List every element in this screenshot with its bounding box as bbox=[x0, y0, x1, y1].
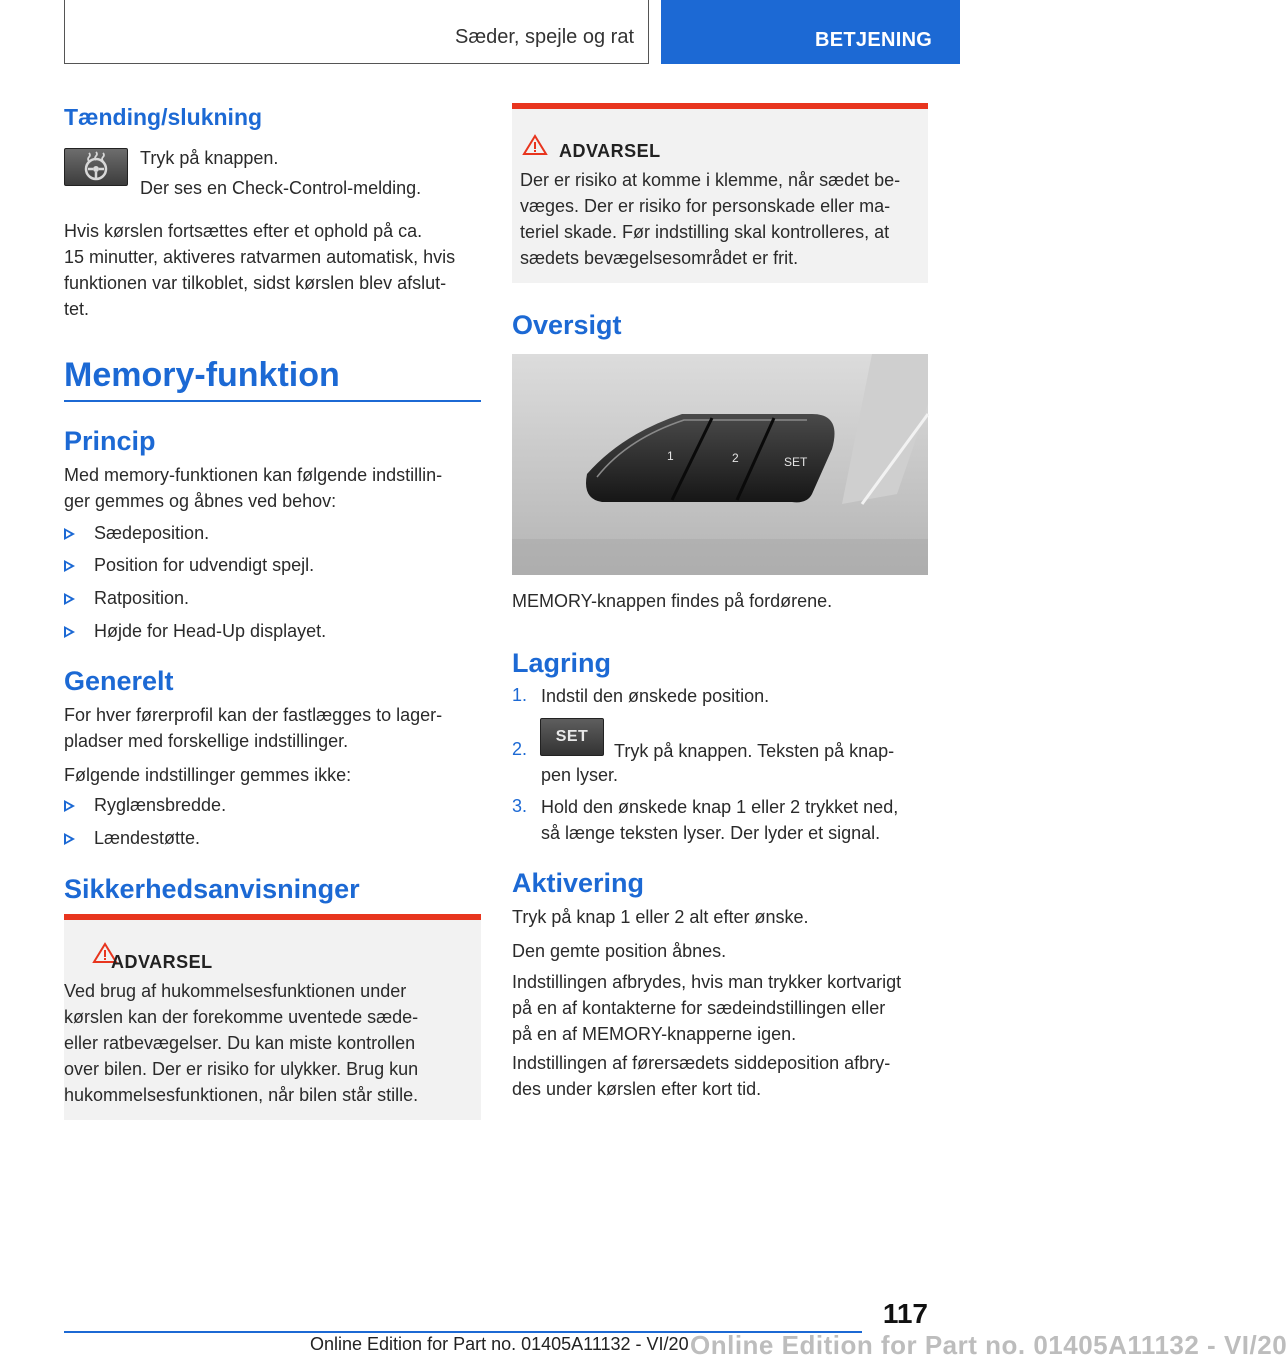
step-text: Indstil den ønskede position. bbox=[541, 686, 770, 706]
aktivering-paragraph-3 bbox=[512, 969, 901, 1047]
header-chapter-title: BETJENING bbox=[815, 29, 933, 51]
warning-title: ADVARSEL bbox=[111, 952, 213, 972]
text-line: Der er risiko at komme i klemme, når sædet be- bbox=[520, 170, 901, 190]
text-line: Hvis kørslen fortsættes efter et ophold på ca. bbox=[64, 221, 423, 241]
aktivering-paragraph-1: Tryk på knap 1 eller 2 alt efter ønske. bbox=[512, 907, 809, 927]
text-line: des under kørslen efter kort tid. bbox=[512, 1079, 762, 1099]
photo-caption: MEMORY-knappen findes på fordørene. bbox=[512, 591, 833, 611]
text-line: pladser med forskellige indstillinger. bbox=[64, 731, 349, 751]
text-line: kørslen kan der forekomme uventede sæde- bbox=[64, 1007, 419, 1027]
warning-box-pinch bbox=[512, 103, 928, 283]
list-item-label: Sædeposition. bbox=[94, 523, 210, 543]
memory-buttons-photo bbox=[512, 354, 928, 575]
text-line: over bilen. Der er risiko for ulykker. Brug kun bbox=[64, 1059, 419, 1079]
text-line: Ved brug af hukommelsesfunktionen under bbox=[64, 981, 407, 1001]
bullet-triangle-icon bbox=[64, 800, 75, 812]
step-text bbox=[541, 794, 898, 846]
text-line: på en af MEMORY-knapperne igen. bbox=[512, 1024, 797, 1044]
text-line: tet. bbox=[64, 299, 90, 319]
oversigt-heading: Oversigt bbox=[512, 310, 622, 340]
header-section-title: Sæder, spejle og rat bbox=[455, 26, 634, 48]
aktivering-paragraph-2: Den gemte position åbnes. bbox=[512, 941, 727, 961]
set-button-icon: SET bbox=[540, 718, 604, 756]
ignition-step-1: Tryk på knappen. bbox=[140, 148, 279, 168]
aktivering-paragraph-4 bbox=[512, 1050, 890, 1102]
text-line: Med memory-funktionen kan følgende indstillin- bbox=[64, 465, 443, 485]
text-line: Indstillingen afbrydes, hvis man trykker kortvarigt bbox=[512, 972, 902, 992]
page-number: 117 bbox=[882, 1298, 928, 1329]
generelt-body bbox=[64, 702, 442, 754]
princip-heading: Princip bbox=[64, 426, 156, 456]
heading-underline bbox=[64, 400, 481, 402]
header-section-box bbox=[64, 0, 649, 64]
princip-body bbox=[64, 462, 442, 514]
memory-function-heading: Memory-funktion bbox=[64, 356, 340, 394]
bullet-triangle-icon bbox=[64, 626, 75, 638]
text-line: For hver førerprofil kan der fastlægges to lager- bbox=[64, 705, 443, 725]
list-item-label: Lændestøtte. bbox=[94, 828, 201, 848]
photo-button-1: 1 bbox=[667, 449, 674, 463]
bullet-triangle-icon bbox=[64, 833, 75, 845]
photo-button-set: SET bbox=[784, 455, 808, 469]
warning-title: ADVARSEL bbox=[559, 141, 661, 161]
header-chapter-tab bbox=[661, 0, 960, 64]
text-line: sædets bevægelsesområdet er frit. bbox=[520, 248, 799, 268]
safety-heading: Sikkerhedsanvisninger bbox=[64, 874, 360, 904]
text-line: 15 minutter, aktiveres ratvarmen automatisk, hvis bbox=[64, 247, 456, 267]
step-number: 1. bbox=[512, 685, 528, 705]
text-line: teriel skade. Før indstilling skal kontrolleres, at bbox=[520, 222, 890, 242]
steering-wheel-heating-icon bbox=[64, 148, 128, 186]
warning-box-memory bbox=[64, 914, 481, 1120]
ignition-step-2: Der ses en Check-Control-melding. bbox=[140, 178, 422, 198]
footer-watermark: Online Edition for Part no. 01405A11132 - VI/20 bbox=[690, 1330, 1287, 1360]
generelt-heading: Generelt bbox=[64, 666, 174, 696]
step-text: pen lyser. bbox=[541, 765, 619, 785]
ignition-body-paragraph bbox=[64, 218, 455, 322]
list-item-label: Ratposition. bbox=[94, 588, 190, 608]
text-line: Hold den ønskede knap 1 eller 2 trykket ned, bbox=[541, 797, 899, 817]
text-line: funktionen var tilkoblet, sidst kørslen blev afslut- bbox=[64, 273, 447, 293]
generelt-body-2: Følgende indstillinger gemmes ikke: bbox=[64, 765, 352, 785]
text-line: Indstillingen af førersædets siddeposition afbry- bbox=[512, 1053, 891, 1073]
text-line: på en af kontakterne for sædeindstillingen eller bbox=[512, 998, 886, 1018]
list-item-label: Højde for Head-Up displayet. bbox=[94, 621, 327, 641]
warning-triangle-icon bbox=[522, 134, 548, 156]
list-item-label: Position for udvendigt spejl. bbox=[94, 555, 315, 575]
text-line: så længe teksten lyser. Der lyder et signal. bbox=[541, 823, 881, 843]
step-number: 2. bbox=[512, 739, 528, 759]
text-line: væges. Der er risiko for personskade eller ma- bbox=[520, 196, 891, 216]
bullet-triangle-icon bbox=[64, 528, 75, 540]
photo-button-2: 2 bbox=[732, 451, 739, 465]
bullet-triangle-icon bbox=[64, 593, 75, 605]
aktivering-heading: Aktivering bbox=[512, 868, 645, 898]
footer-edition: Online Edition for Part no. 01405A11132 - VI/20 bbox=[310, 1334, 689, 1354]
text-line: ger gemmes og åbnes ved behov: bbox=[64, 491, 337, 511]
list-item-label: Ryglænsbredde. bbox=[94, 795, 227, 815]
warning-body bbox=[64, 978, 418, 1108]
lagring-heading: Lagring bbox=[512, 648, 611, 678]
text-line: eller ratbevægelser. Du kan miste kontrollen bbox=[64, 1033, 416, 1053]
step-text: Tryk på knappen. Teksten på knap- bbox=[614, 741, 895, 761]
text-line: hukommelsesfunktionen, når bilen står stille. bbox=[64, 1085, 419, 1105]
warning-body bbox=[520, 167, 900, 271]
step-number: 3. bbox=[512, 796, 528, 816]
ignition-heading: Tænding/slukning bbox=[64, 104, 263, 130]
bullet-triangle-icon bbox=[64, 560, 75, 572]
